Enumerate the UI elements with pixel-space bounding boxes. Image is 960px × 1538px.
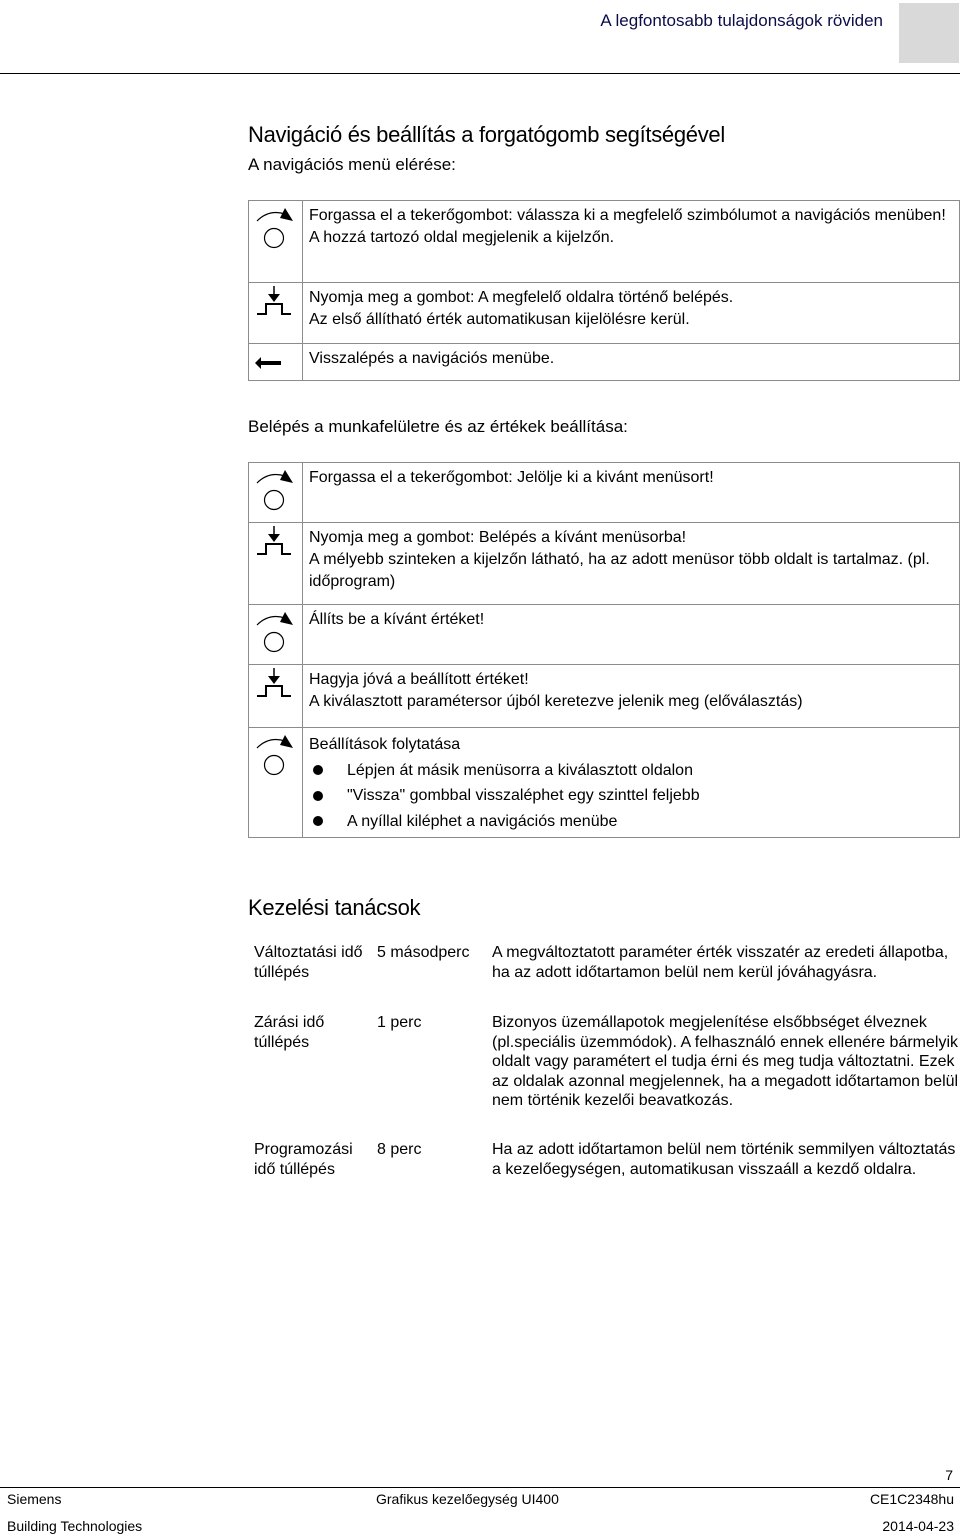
- header-grey-box: [899, 3, 959, 63]
- step-text: [303, 344, 960, 381]
- header-title: A legfontosabb tulajdonságok röviden: [600, 11, 883, 30]
- step-text: [303, 665, 960, 728]
- rotary-knob-icon: [249, 728, 302, 828]
- table-row: [249, 605, 960, 665]
- table-row: [249, 201, 960, 283]
- section-heading-navigation: Navigáció és beállítás a forgatógomb segítségével: [248, 122, 725, 147]
- bullet-dot-icon: [313, 791, 323, 801]
- push-button-icon: [249, 523, 302, 599]
- step-line: Hagyja jóvá a beállított értéket!: [309, 671, 529, 688]
- step-text: [303, 605, 960, 665]
- tip-time: 1 perc: [377, 1014, 422, 1031]
- push-button-icon: [249, 665, 302, 722]
- icon-cell: [249, 605, 303, 665]
- back-arrow-icon: [249, 344, 302, 375]
- rotary-knob-icon: [249, 605, 302, 659]
- footer-doc-code: CE1C2348hu: [869, 1491, 954, 1507]
- bullet-dot-icon: [313, 765, 323, 775]
- step-text: [303, 463, 960, 523]
- bullet-text: A nyíllal kiléphet a navigációs menübe: [347, 812, 618, 830]
- step-line: A hozzá tartozó oldal megjelenik a kijelzőn.: [309, 229, 615, 246]
- icon-cell: [249, 665, 303, 728]
- settings-steps-table: [248, 462, 960, 838]
- table-row: [249, 523, 960, 605]
- icon-cell: [249, 201, 303, 283]
- table-row: [249, 283, 960, 344]
- header-divider: [0, 73, 960, 74]
- tip-description: A megváltoztatott paraméter érték visszatér az eredeti állapotba, ha az adott időtartamon belül nem kerül jóváhagyásra.: [492, 944, 949, 981]
- section-subheading-workspace: Belépés a munkafelületre és az értékek beállítása:: [248, 417, 628, 436]
- bullet-item: [309, 758, 955, 784]
- tip-description: Bizonyos üzemállapotok megjelenítése elsőbbséget élveznek (pl.speciális üzemmódok). A felhasználó ennek ellenére bármelyik oldalt vagy paramétert el tudja érni és meg tudja változtatni. Ezek az oldalak azonnal megjelennek, ha a megadott időtartamon belül nem történik kezelői beavatkozás.: [492, 1014, 959, 1109]
- step-text: [303, 728, 960, 838]
- icon-cell: [249, 728, 303, 838]
- bullet-text: Lépjen át másik menüsorra a kiválasztott oldalon: [347, 761, 693, 779]
- bullet-item: [309, 809, 955, 835]
- footer-company: Siemens: [7, 1491, 62, 1507]
- footer-division: Building Technologies: [7, 1518, 143, 1534]
- step-line: Forgassa el a tekerőgombot: Jelölje ki a kivánt menüsort!: [309, 469, 714, 486]
- bullet-text: "Vissza" gombbal visszaléphet egy szinttel feljebb: [347, 787, 700, 804]
- step-text: [303, 201, 960, 283]
- step-line: Állíts be a kívánt értéket!: [309, 611, 485, 628]
- step-line: A mélyebb szinteken a kijelzőn látható, ha az adott menüsor több oldalt is tartalmaz. (pl. időprogram): [309, 551, 930, 590]
- step-line: Nyomja meg a gombot: A megfelelő oldalra történő belépés.: [309, 289, 734, 306]
- tip-name: Programozási idő túllépés: [254, 1141, 353, 1178]
- tip-time: 8 perc: [377, 1141, 422, 1158]
- step-line: Visszalépés a navigációs menübe.: [309, 350, 555, 367]
- icon-cell: [249, 463, 303, 523]
- section-subheading-nav-menu: A navigációs menü elérése:: [248, 155, 456, 174]
- bullet-dot-icon: [313, 816, 323, 826]
- table-row: [249, 463, 960, 523]
- tip-time: 5 másodperc: [377, 944, 470, 961]
- icon-cell: [249, 344, 303, 381]
- step-line: Nyomja meg a gombot: Belépés a kívánt menüsorba!: [309, 529, 687, 546]
- bullet-item: [309, 783, 955, 809]
- step-line: Forgassa el a tekerőgombot: válassza ki a megfelelő szimbólumot a navigációs menüben!: [309, 207, 946, 224]
- icon-cell: [249, 523, 303, 605]
- tip-description: Ha az adott időtartamon belül nem történik semmilyen változtatás a kezelőegységen, automatikusan visszaáll a kezdő oldalra.: [492, 1141, 956, 1178]
- tip-name: Változtatási idő túllépés: [254, 944, 363, 981]
- table-row: [249, 728, 960, 838]
- step-line: A kiválasztott paramétersor újból keretezve jelenik meg (előválasztás): [309, 693, 803, 710]
- footer-date: 2014-04-23: [882, 1518, 954, 1534]
- table-row: [249, 344, 960, 381]
- table-row: [249, 665, 960, 728]
- footer-divider: [0, 1487, 960, 1488]
- page-number: 7: [945, 1467, 953, 1483]
- step-line: Az első állítható érték automatikusan kijelölésre kerül.: [309, 311, 690, 328]
- push-button-icon: [249, 283, 302, 338]
- step-text: [303, 523, 960, 605]
- step-text: [303, 283, 960, 344]
- section-heading-tips: Kezelési tanácsok: [248, 895, 421, 920]
- footer-product: Grafikus kezelőegység UI400: [376, 1491, 559, 1507]
- step-line: Beállítások folytatása: [309, 736, 461, 753]
- tip-name: Zárási idő túllépés: [254, 1014, 325, 1051]
- rotary-knob-icon: [249, 201, 302, 277]
- rotary-knob-icon: [249, 463, 302, 517]
- icon-cell: [249, 283, 303, 344]
- navigation-steps-table: [248, 200, 960, 381]
